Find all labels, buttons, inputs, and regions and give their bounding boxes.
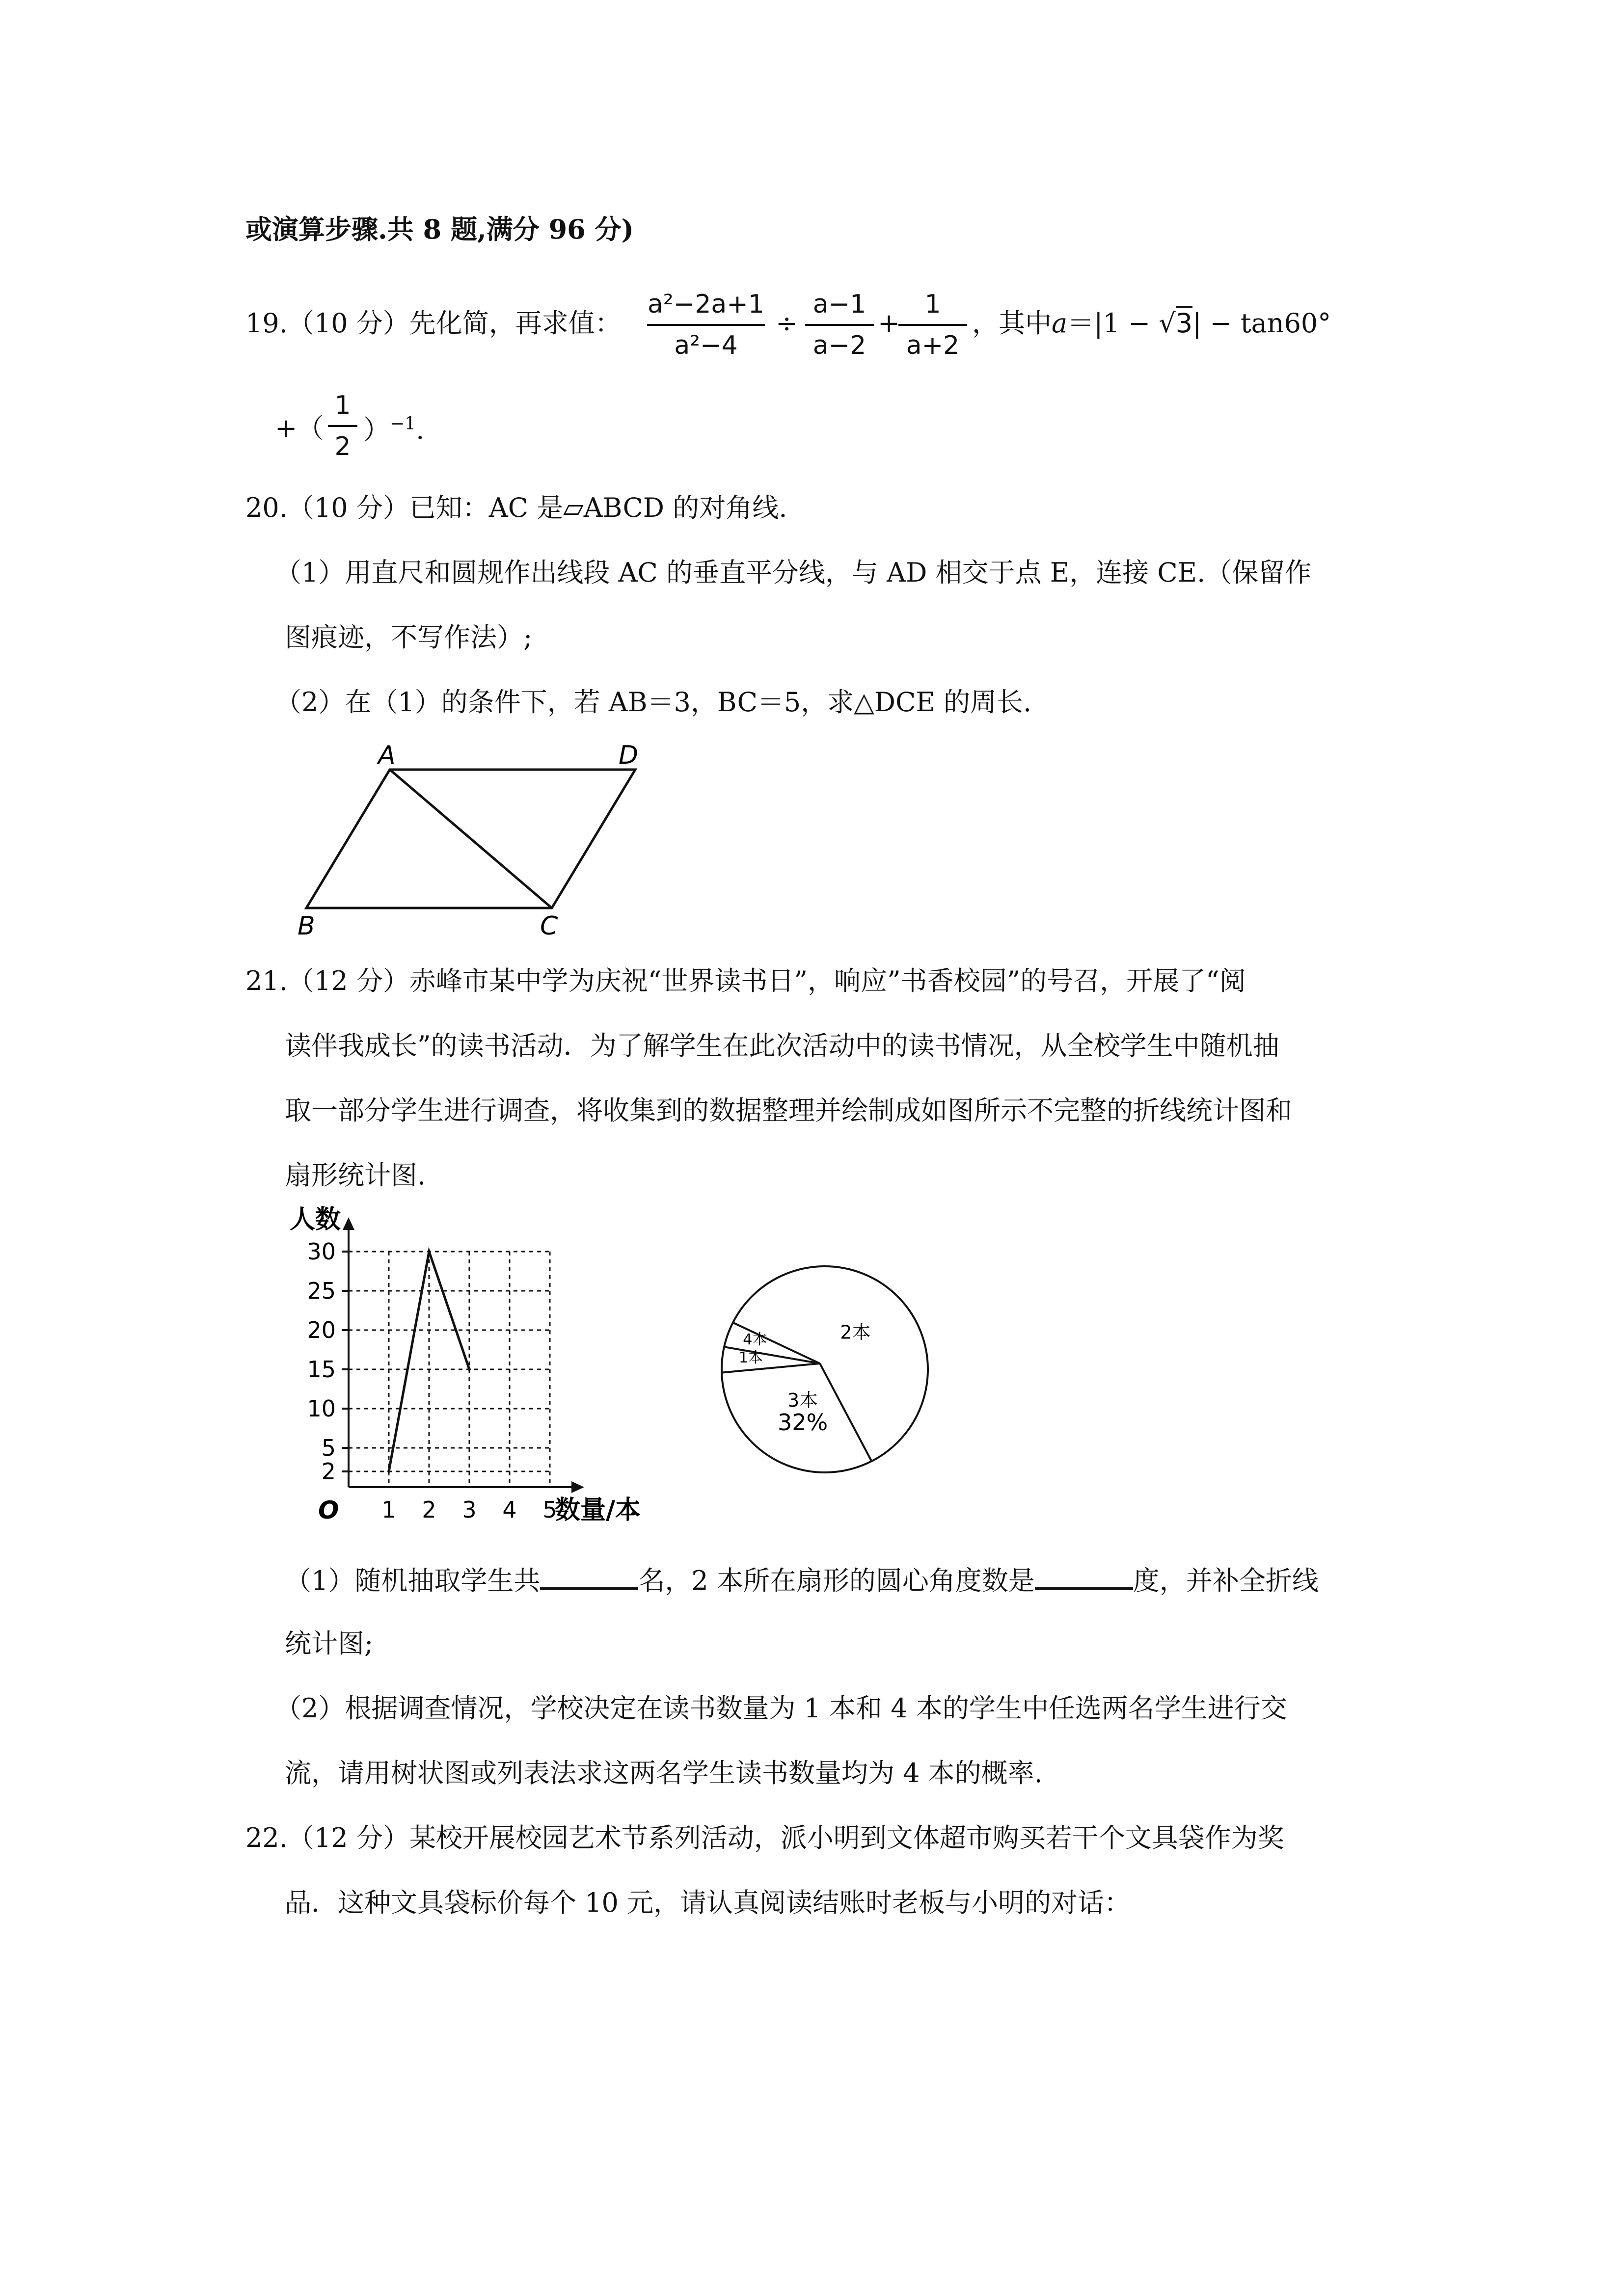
q21-part1-c: 度，并补全折线 [1133, 1565, 1319, 1596]
q19-cond: ＝|1 − [1067, 308, 1159, 339]
vertex-label-a: A [378, 741, 396, 770]
fraction-bar [898, 324, 967, 326]
fraction-numerator: 1 [924, 290, 941, 319]
x-axis-arrow-icon [571, 1481, 584, 1493]
pie-labels [739, 1322, 871, 1436]
q19-fraction-3 [898, 290, 967, 360]
line-chart [270, 1202, 673, 1536]
y-tick-label: 5 [321, 1435, 336, 1461]
q19-where: ，其中 [972, 308, 1052, 339]
q21-line4: 扇形统计图. [285, 1160, 426, 1191]
q20-title: 20.（10 分）已知：AC 是▱ABCD 的对角线. [245, 492, 787, 523]
q20-part2: （2）在（1）的条件下，若 AB＝3，BC＝5，求△DCE 的周长. [275, 687, 1032, 718]
q19-condition [972, 310, 1331, 337]
x-tick-label: 2 [422, 1496, 436, 1523]
y-tick-label: 20 [307, 1317, 336, 1343]
y-tick-label: 25 [307, 1278, 336, 1304]
data-point [468, 1368, 471, 1371]
fraction-numerator: 1 [334, 391, 351, 420]
q19-plus-sign: + [878, 308, 900, 339]
q19-divide-sign: ÷ [776, 308, 798, 339]
fraction-numerator: a²−2a+1 [648, 290, 764, 319]
q19-exponent: −1 [390, 414, 416, 434]
pie-chart [697, 1256, 952, 1482]
q21-part2-line1: （2）根据调查情况，学校决定在读书数量为 1 本和 4 本的学生中任选两名学生进行交 [275, 1693, 1287, 1724]
pie-slices [722, 1266, 928, 1472]
diagonal-ac [390, 770, 552, 908]
pie-slice-boundary [722, 1363, 820, 1373]
q19-line2-end [363, 415, 424, 443]
fraction-numerator: a−1 [812, 290, 866, 319]
chart-ticks [307, 1238, 557, 1523]
x-tick-label: 1 [381, 1496, 396, 1523]
q22-line2: 品．这种文具袋标价每个 10 元，请认真阅读结账时老板与小明的对话： [285, 1887, 1131, 1918]
parallelogram-figure [285, 736, 658, 952]
data-point [428, 1250, 431, 1253]
answer-blank-students[interactable] [540, 1566, 638, 1590]
vertex-label-c: C [540, 911, 558, 941]
answer-blank-angle[interactable] [1035, 1566, 1133, 1590]
q21-line1: 21.（12 分）赤峰市某中学为庆祝“世界读书日”，响应”书香校园”的号召，开展了“阅 [245, 965, 1246, 996]
q19-fraction-1 [647, 290, 765, 360]
x-axis-label: 数量/本 [555, 1495, 641, 1525]
q21-part1-line2: 统计图; [285, 1628, 374, 1659]
y-axis-arrow-icon [343, 1217, 354, 1230]
q20-part1-line2: 图痕迹，不写作法）; [285, 622, 533, 653]
q19-half-fraction [328, 391, 357, 461]
fraction-denominator: a+2 [906, 331, 960, 360]
pie-slice-label: 4本 [743, 1331, 767, 1348]
pie-slice-label: 1本 [738, 1349, 763, 1366]
fraction-denominator: a²−4 [674, 331, 738, 360]
pie-slice-percent: 32% [777, 1409, 828, 1436]
origin-label: O [318, 1496, 339, 1524]
fraction-denominator: 2 [334, 432, 351, 461]
q20-part1-line1: （1）用直尺和圆规作出线段 AC 的垂直平分线，与 AD 相交于点 E，连接 CE.（保留作 [275, 557, 1312, 588]
q19-period: . [416, 414, 425, 445]
section-header: 或演算步骤.共 8 题,满分 96 分) [245, 214, 634, 245]
sqrt-icon: √ [1159, 308, 1176, 339]
fraction-bar [328, 425, 357, 427]
q19-paren-close: ） [363, 414, 390, 445]
y-tick-label: 30 [307, 1238, 336, 1265]
q22-line1: 22.（12 分）某校开展校园艺术节系列活动，派小明到文体超市购买若干个文具袋作为奖 [245, 1822, 1284, 1853]
chart-grid [349, 1252, 550, 1487]
fraction-bar [805, 324, 874, 326]
q19-var-a: a [1052, 308, 1068, 339]
y-axis-label: 人数 [290, 1205, 341, 1234]
q21-part1-b: 名，2 本所在扇形的圆心角度数是 [638, 1565, 1035, 1596]
data-point [387, 1470, 390, 1473]
fraction-bar [647, 324, 765, 326]
pie-slice-label: 3本 [787, 1389, 818, 1411]
vertex-label-d: D [619, 741, 639, 770]
q21-part1-line1 [285, 1566, 1319, 1594]
x-tick-label: 3 [462, 1496, 477, 1523]
x-tick-label: 4 [502, 1496, 517, 1523]
q21-line2: 读伴我成长”的读书活动．为了解学生在此次活动中的读书情况，从全校学生中随机抽 [285, 1030, 1279, 1061]
y-tick-label: 2 [321, 1458, 336, 1485]
fraction-denominator: a−2 [812, 331, 866, 360]
q19-cond-end: | − tan60° [1192, 308, 1331, 339]
y-tick-label: 10 [307, 1395, 336, 1422]
x-tick-label: 5 [542, 1496, 557, 1523]
q19-line2-start: +（ [275, 413, 324, 444]
q21-line3: 取一部分学生进行调查，将收集到的数据整理并绘制成如图所示不完整的折线统计图和 [285, 1095, 1292, 1126]
pie-slice-label: 2本 [840, 1321, 871, 1343]
vertex-label-b: B [298, 911, 315, 941]
q19-prefix: 19.（10 分）先化简，再求值： [245, 308, 622, 339]
q19-sqrt-radicand: 3 [1176, 306, 1192, 339]
q19-fraction-2 [805, 290, 874, 360]
q21-part1-a: （1）随机抽取学生共 [285, 1565, 541, 1596]
q21-part2-line2: 流，请用树状图或列表法求这两名学生读书数量均为 4 本的概率. [285, 1758, 1043, 1789]
y-tick-label: 15 [307, 1356, 336, 1383]
